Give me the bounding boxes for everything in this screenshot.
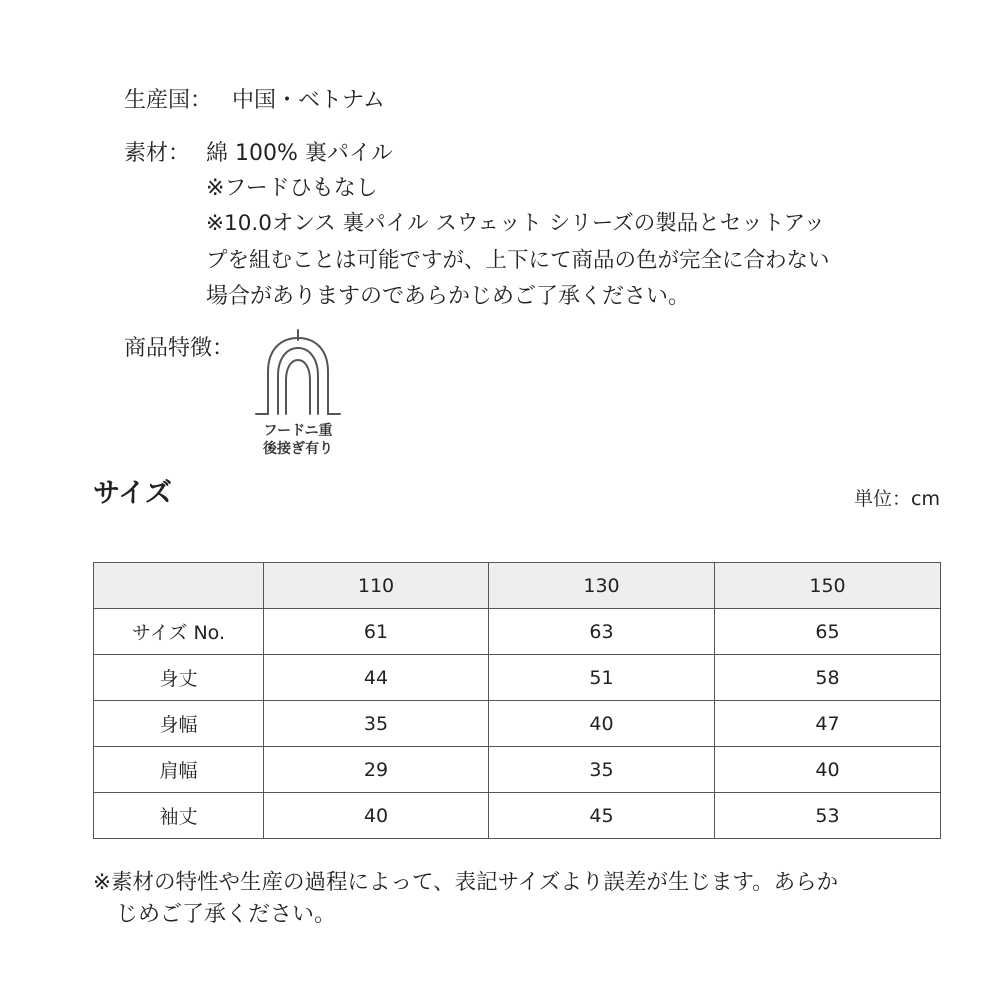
unit-label: 単位：cm [854,488,940,510]
table-cell: 44 [264,655,489,701]
table-cell: 45 [489,793,715,839]
material-label: 素材： [124,141,191,166]
table-row [94,655,941,701]
table-header-row [94,563,941,609]
row-label: 肩幅 [94,747,264,793]
table-cell: 40 [264,793,489,839]
material-line: プを組むことは可能ですが、上下にて商品の色が完全に合わない [206,248,830,273]
table-cell: 40 [489,701,715,747]
material-line: ※10.0オンス 裏パイル スウェット シリーズの製品とセットアッ [206,211,826,236]
hood-icon [252,326,344,418]
row-label: 袖丈 [94,793,264,839]
size-title: サイズ [93,478,172,509]
table-cell: 63 [489,609,715,655]
table-header-cell: 110 [264,563,489,609]
table-cell: 29 [264,747,489,793]
table-cell: 61 [264,609,489,655]
row-label: 身幅 [94,701,264,747]
footnote-line: ※素材の特性や生産の過程によって、表記サイズより誤差が生じます。あらか [93,870,839,895]
table-cell: 58 [715,655,941,701]
origin-label: 生産国： [124,88,213,113]
row-label: 身丈 [94,655,264,701]
table-header-cell [94,563,264,609]
origin-value: 中国・ベトナム [232,88,385,113]
table-cell: 51 [489,655,715,701]
hood-feature [252,326,344,462]
table-row [94,701,941,747]
material-line: 場合がありますのであらかじめご了承ください。 [206,284,691,309]
table-cell: 65 [715,609,941,655]
hood-caption: 後接ぎ有り [263,441,333,457]
table-row [94,793,941,839]
features-label: 商品特徴： [124,336,235,361]
table-row [94,609,941,655]
footnote-line: じめご了承ください。 [116,902,337,927]
table-cell: 35 [489,747,715,793]
material-line: 綿 100% 裏パイル [206,141,393,166]
size-table [93,562,941,839]
material-line: ※フードひもなし [206,176,378,201]
table-cell: 35 [264,701,489,747]
row-label: サイズ No. [94,609,264,655]
table-header-cell: 130 [489,563,715,609]
table-row [94,747,941,793]
hood-caption: フードニ重 [263,423,333,439]
table-header-cell: 150 [715,563,941,609]
table-cell: 40 [715,747,941,793]
table-cell: 53 [715,793,941,839]
table-cell: 47 [715,701,941,747]
